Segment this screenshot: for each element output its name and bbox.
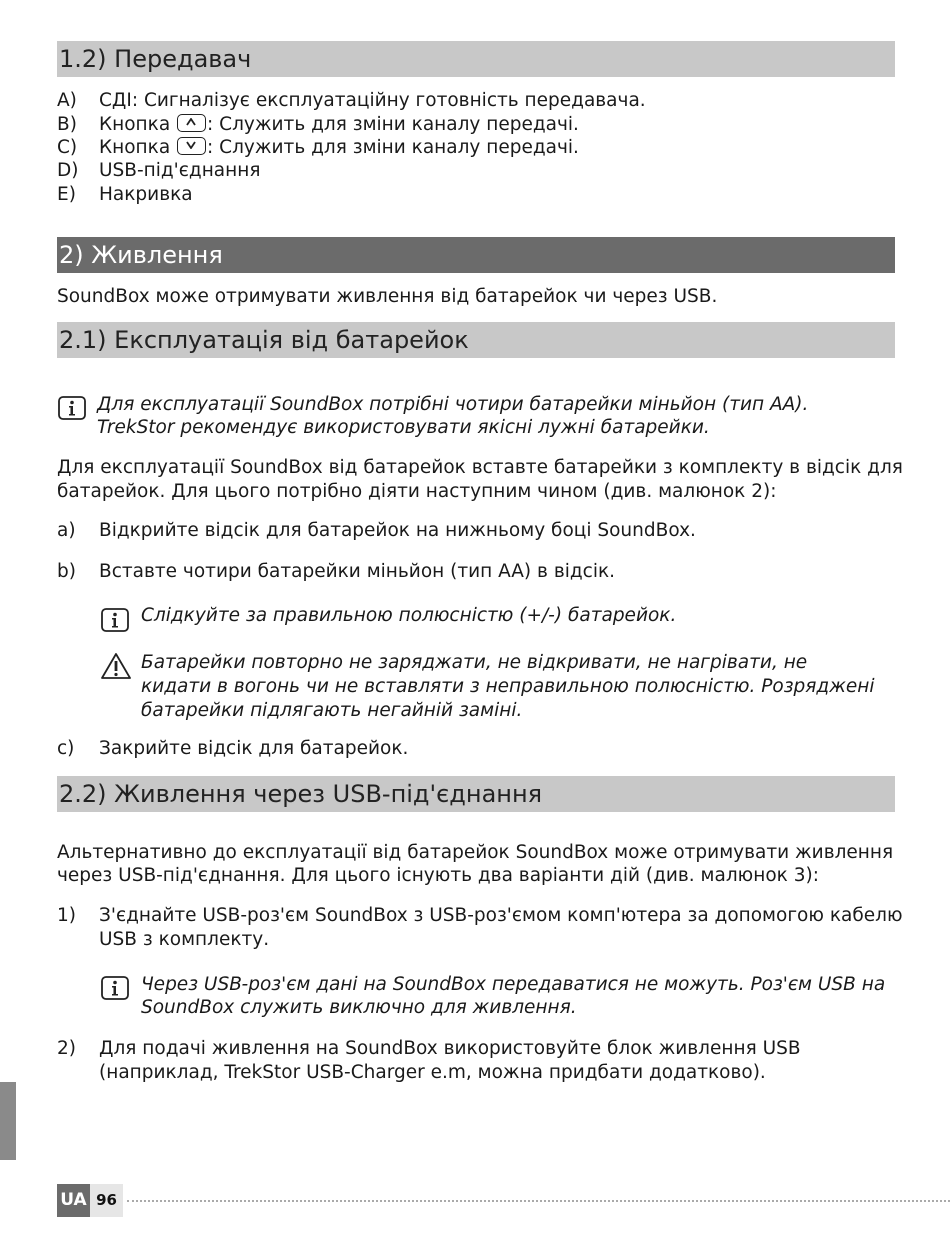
section-title-2-2: 2.2) Живлення через USB-під'єднання <box>57 776 895 812</box>
list-item: СДІ: Сигналізує експлуатаційну готовність передавача. <box>99 90 646 111</box>
info-icon <box>101 608 129 632</box>
list-label: b) <box>57 561 76 582</box>
list-item-post: : Служить для зміни каналу передачі. <box>207 114 579 135</box>
paragraph: SoundBox може отримувати живлення від батарейок чи через USB. <box>57 286 718 307</box>
list-item: Відкрийте відсік для батарейок на нижньому боці SoundBox. <box>99 520 696 541</box>
info-note-line: SoundBox служить виключно для живлення. <box>141 997 577 1018</box>
list-label: c) <box>57 738 75 759</box>
list-item-line: USB з комплекту. <box>99 929 270 950</box>
paragraph-line: Для експлуатації SoundBox від батарейок вставте батарейки з комплекту в відсік для <box>57 457 903 478</box>
warning-line: Батарейки повторно не заряджати, не відкривати, не нагрівати, не <box>141 652 808 673</box>
list-item: Закрийте відсік для батарейок. <box>99 738 409 759</box>
chevron-up-icon <box>177 114 206 132</box>
info-icon <box>58 396 86 420</box>
list-item <box>99 136 579 160</box>
list-label: 2) <box>57 1038 76 1059</box>
list-label: 1) <box>57 905 76 926</box>
section-title-1-2: 1.2) Передавач <box>57 41 895 77</box>
list-label: E) <box>57 184 76 205</box>
paragraph-line: через USB-під'єднання. Для цього існують два варіанти дій (див. малюнок 3): <box>57 865 819 886</box>
list-item: Вставте чотири батарейки міньйон (тип AA) в відсік. <box>99 561 616 582</box>
warning-line: батарейки підлягають негайній заміні. <box>141 700 523 721</box>
list-label: A) <box>57 90 77 111</box>
list-item: USB-під'єднання <box>99 160 261 181</box>
language-badge: UA <box>57 1184 90 1217</box>
list-item-line: З'єднайте USB-роз'єм SoundBox з USB-роз'ємом комп'ютера за допомогою кабелю <box>99 905 903 926</box>
warning-line: кидати в вогонь чи не вставляти з неправильною полюсністю. Розряджені <box>141 676 875 697</box>
chevron-down-icon <box>177 137 206 155</box>
page-number: 96 <box>90 1184 123 1217</box>
list-item-line: Для подачі живлення на SoundBox використовуйте блок живлення USB <box>99 1038 801 1059</box>
paragraph-line: батарейок. Для цього потрібно діяти наступним чином (див. малюнок 2): <box>57 481 777 502</box>
list-label: a) <box>57 520 76 541</box>
list-label: C) <box>57 137 78 158</box>
list-item-post: : Служить для зміни каналу передачі. <box>207 137 579 158</box>
section-title-2: 2) Живлення <box>57 237 895 273</box>
paragraph-line: Альтернативно до експлуатації від батарейок SoundBox може отримувати живлення <box>57 842 894 863</box>
info-note: Слідкуйте за правильною полюсністю (+/-) батарейок. <box>141 605 677 626</box>
info-icon <box>101 976 129 1000</box>
info-note-line: TrekStor рекомендує використовувати якісні лужні батарейки. <box>97 417 710 438</box>
list-item: Накривка <box>99 184 193 205</box>
list-label: B) <box>57 114 77 135</box>
section-title-2-1: 2.1) Експлуатація від батарейок <box>57 322 895 358</box>
footer-dotted-rule <box>127 1200 950 1202</box>
list-item-pre: Кнопка <box>99 114 171 135</box>
side-tab-marker <box>0 1082 16 1160</box>
list-item-line: (наприклад, TrekStor USB-Charger e.m, можна придбати додатково). <box>99 1062 766 1083</box>
list-item <box>99 113 579 137</box>
list-item-pre: Кнопка <box>99 137 171 158</box>
info-note-line: Для експлуатації SoundBox потрібні чотири батарейки міньйон (тип AA). <box>97 394 809 415</box>
list-label: D) <box>57 160 79 181</box>
warning-icon <box>100 652 132 680</box>
info-note-line: Через USB-роз'єм дані на SoundBox передаватися не можуть. Роз'єм USB на <box>141 974 886 995</box>
